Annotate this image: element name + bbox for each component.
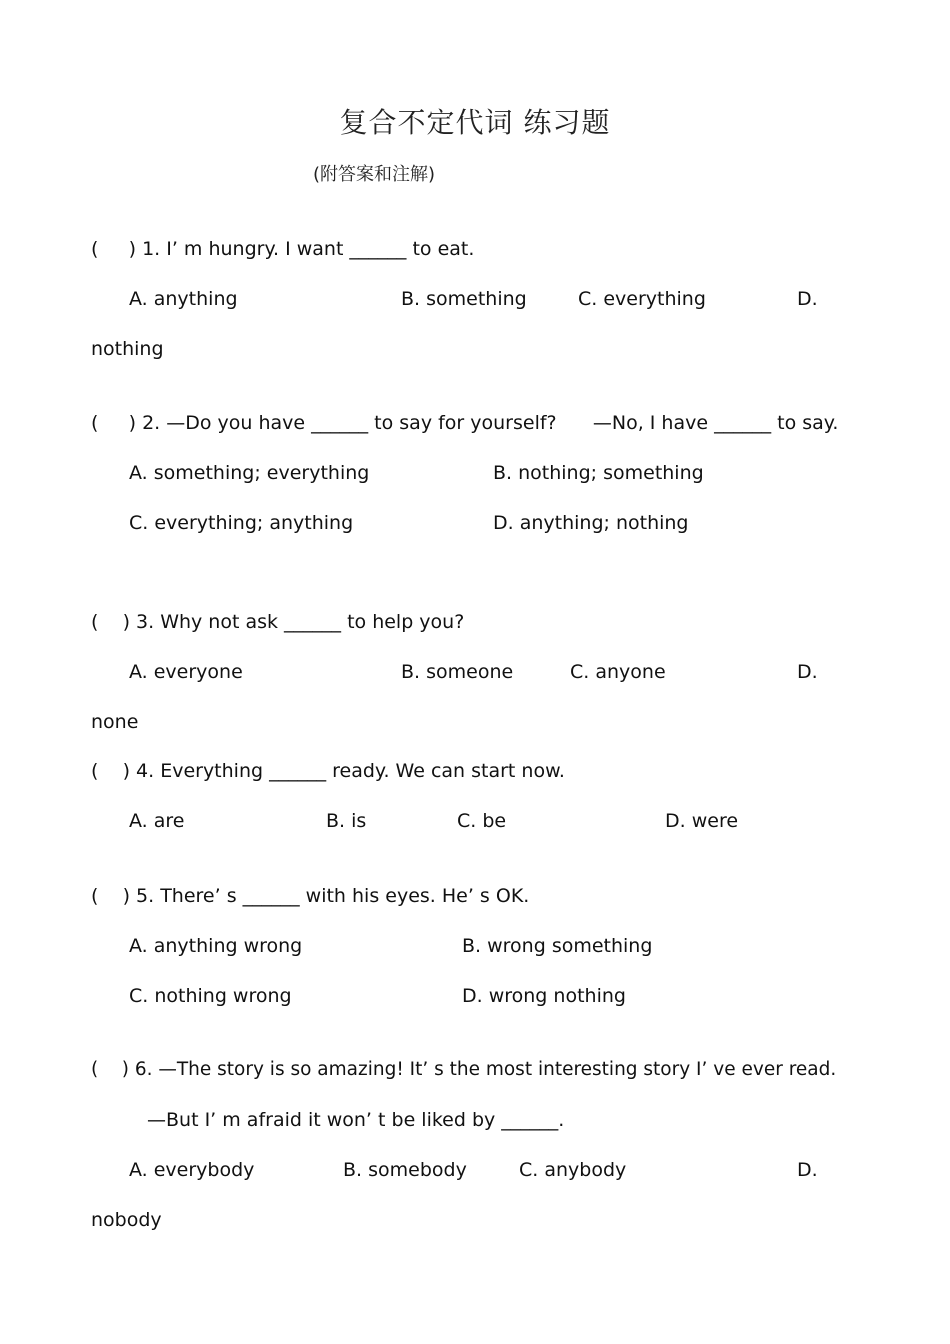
question-3-option-d-wrap: none bbox=[91, 711, 139, 733]
question-4-stem: ( ) 4. Everything ______ ready. We can start now. bbox=[91, 760, 565, 782]
question-5-stem: ( ) 5. There’ s ______ with his eyes. He’ s OK. bbox=[91, 885, 530, 907]
question-2-option-b: B. nothing; something bbox=[493, 462, 704, 484]
question-1-option-a: A. anything bbox=[129, 288, 238, 310]
question-6-option-d: D. bbox=[797, 1159, 818, 1181]
question-6-option-d-wrap: nobody bbox=[91, 1209, 162, 1231]
question-3-option-d: D. bbox=[797, 661, 818, 683]
question-2-option-d: D. anything; nothing bbox=[493, 512, 689, 534]
question-3-stem: ( ) 3. Why not ask ______ to help you? bbox=[91, 611, 465, 633]
question-4-option-b: B. is bbox=[326, 810, 367, 832]
question-5-option-b: B. wrong something bbox=[462, 935, 653, 957]
question-1-option-c: C. everything bbox=[578, 288, 706, 310]
question-4-option-c: C. be bbox=[457, 810, 507, 832]
question-6-stem: ( ) 6. —The story is so amazing! It’ s the most interesting story I’ ve ever read. bbox=[91, 1059, 837, 1080]
question-5-option-a: A. anything wrong bbox=[129, 935, 303, 957]
question-1-option-d: D. bbox=[797, 288, 818, 310]
question-3-option-a: A. everyone bbox=[129, 661, 243, 683]
question-5-option-d: D. wrong nothing bbox=[462, 985, 626, 1007]
question-1-stem: ( ) 1. I’ m hungry. I want ______ to eat. bbox=[91, 238, 475, 260]
question-2-option-c: C. everything; anything bbox=[129, 512, 354, 534]
question-1-option-b: B. something bbox=[401, 288, 527, 310]
question-6-stem-continued: —But I’ m afraid it won’ t be liked by ______. bbox=[147, 1109, 565, 1131]
question-2-stem: ( ) 2. —Do you have ______ to say for yourself? —No, I have ______ to say. bbox=[91, 412, 839, 434]
question-6-option-b: B. somebody bbox=[343, 1159, 467, 1181]
document-subtitle: (附答案和注解) bbox=[313, 164, 436, 185]
question-6-option-c: C. anybody bbox=[519, 1159, 627, 1181]
question-3-option-c: C. anyone bbox=[570, 661, 666, 683]
question-1-option-d-wrap: nothing bbox=[91, 338, 164, 360]
question-4-option-d: D. were bbox=[665, 810, 739, 832]
question-5-option-c: C. nothing wrong bbox=[129, 985, 292, 1007]
question-6-option-a: A. everybody bbox=[129, 1159, 255, 1181]
document-title: 复合不定代词 练习题 bbox=[339, 106, 611, 139]
question-2-option-a: A. something; everything bbox=[129, 462, 370, 484]
question-3-option-b: B. someone bbox=[401, 661, 514, 683]
question-4-option-a: A. are bbox=[129, 810, 185, 832]
